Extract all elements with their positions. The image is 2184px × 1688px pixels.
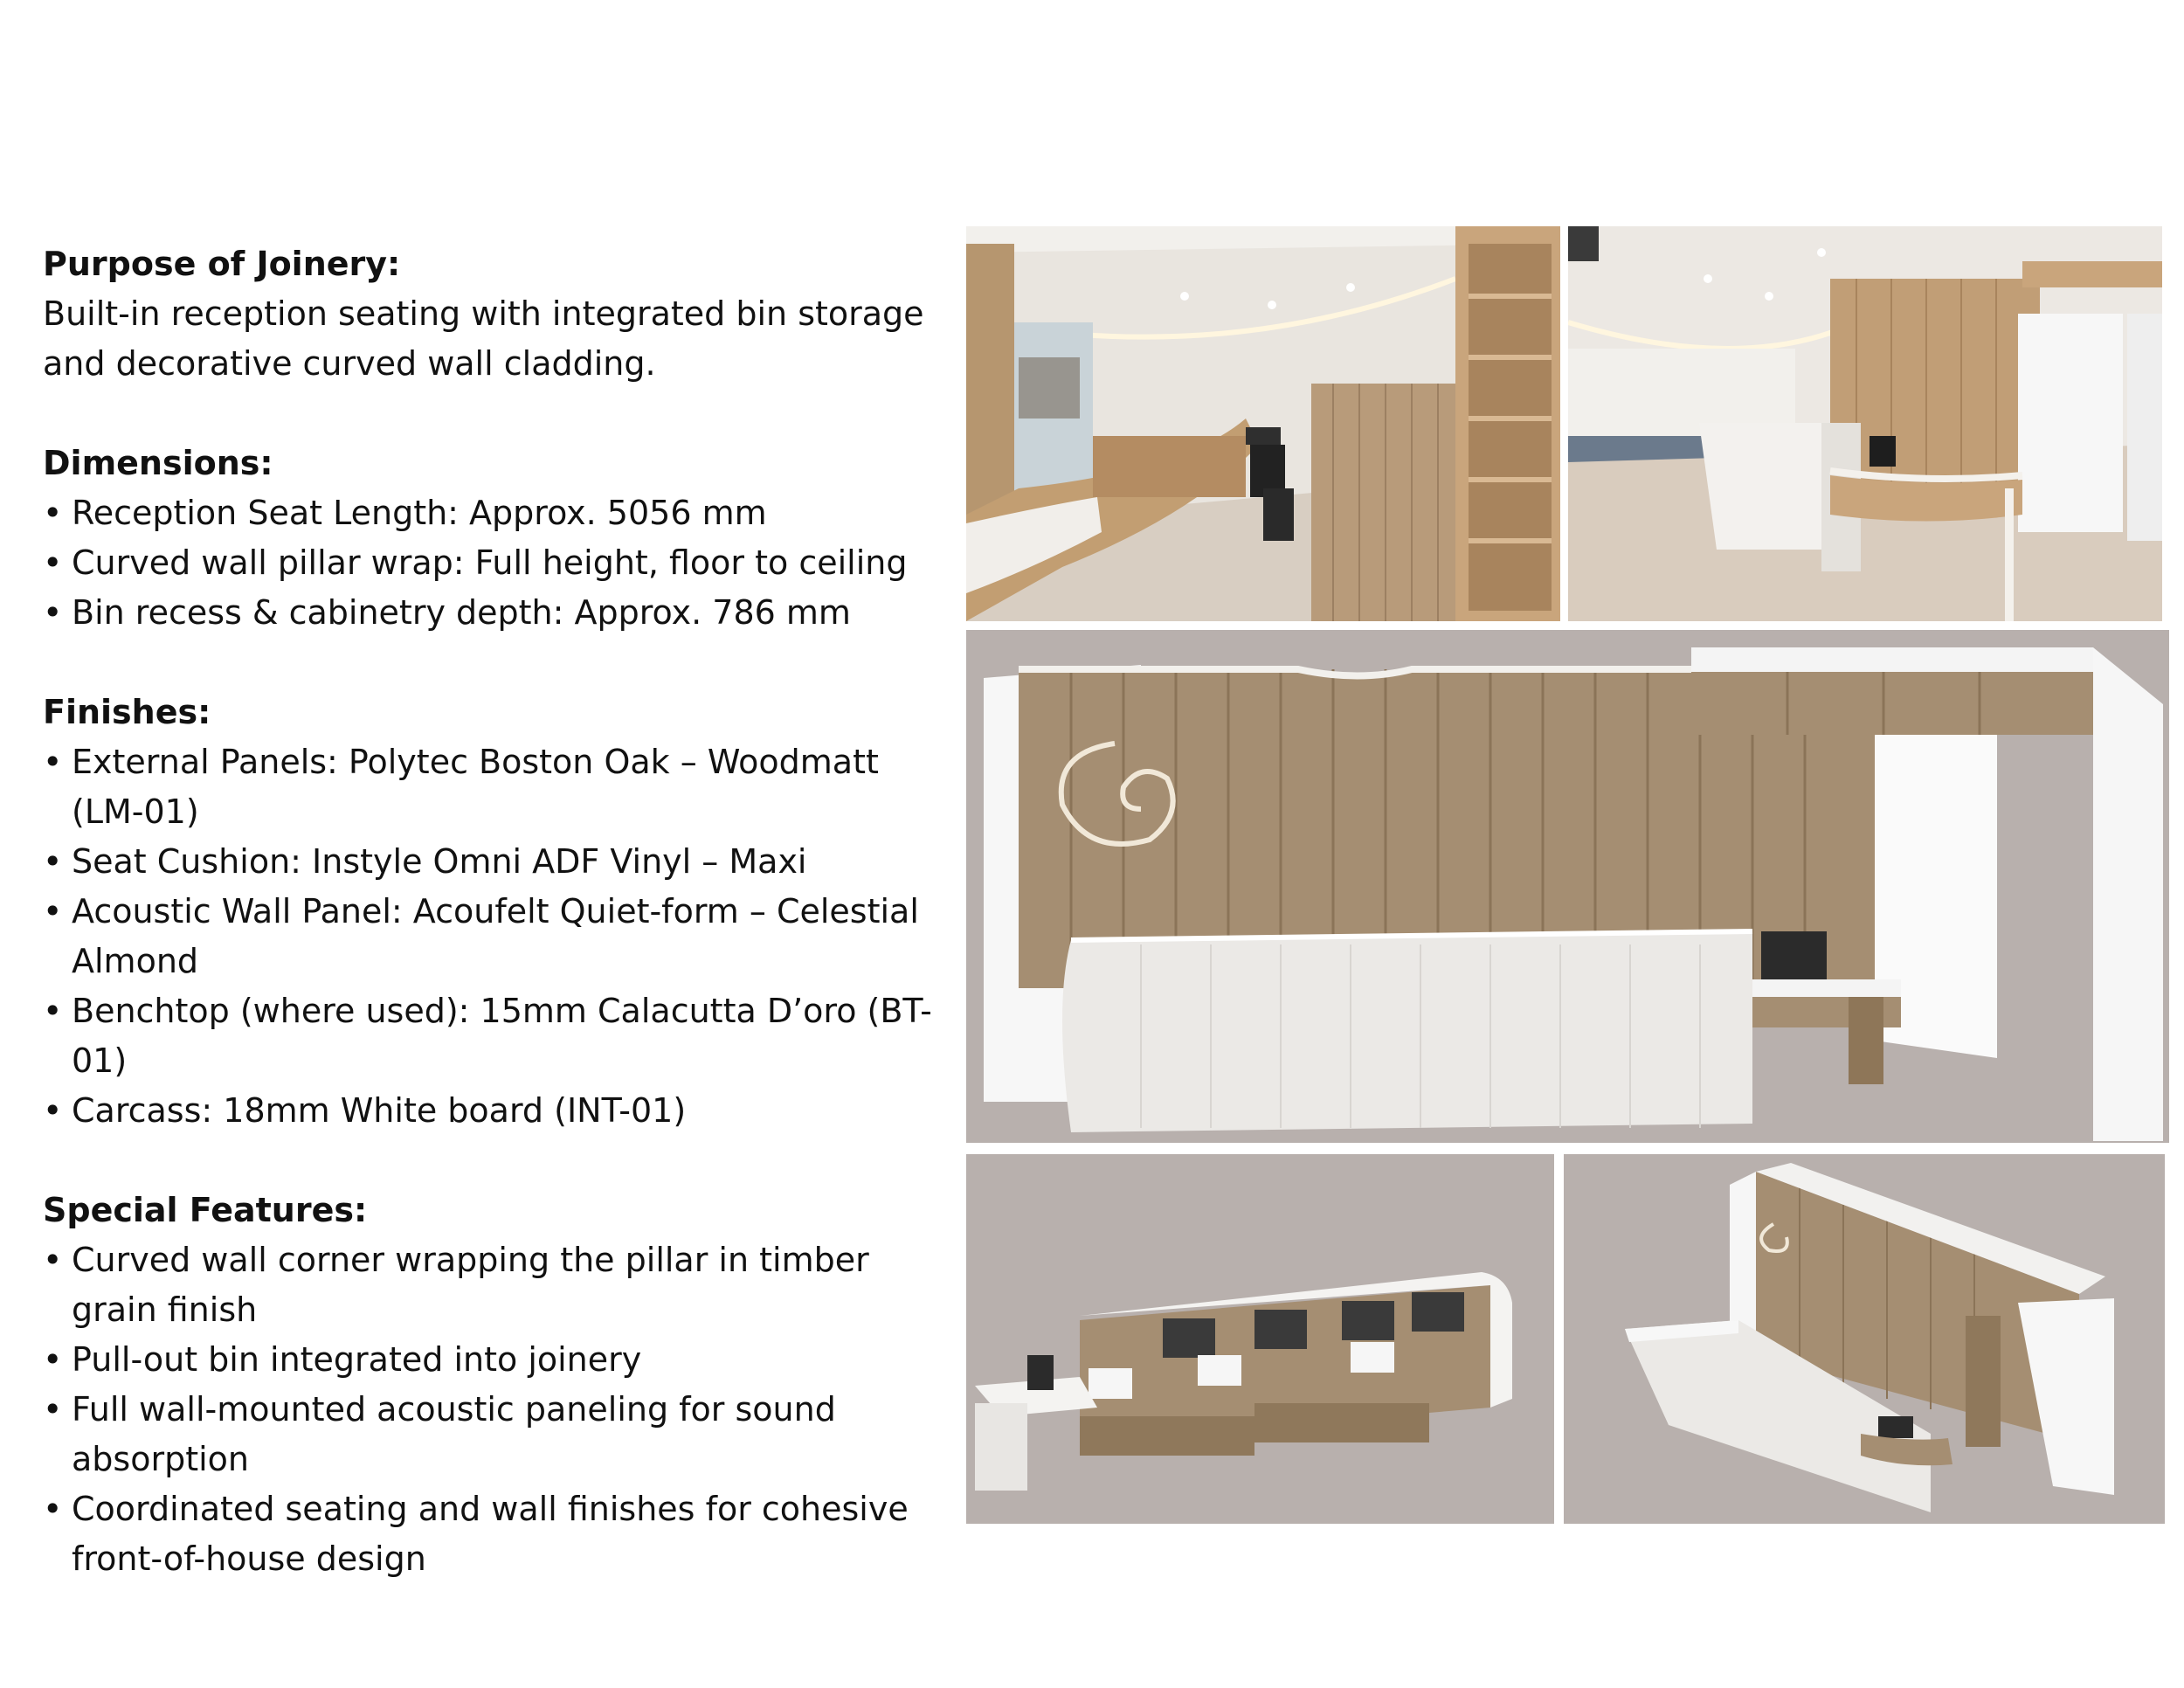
list-item: • Acoustic Wall Panel: Acoufelt Quiet-form – Celestial Almond — [43, 887, 956, 986]
list-item: • Benchtop (where used): 15mm Calacutta D’oro (BT-01) — [43, 986, 956, 1086]
purpose-section — [43, 239, 956, 389]
list-item: • Reception Seat Length: Approx. 5056 mm — [43, 488, 956, 538]
reception-seating-photo — [966, 226, 1560, 621]
list-item: • Coordinated seating and wall finishes for cohesive front-of-house design — [43, 1484, 956, 1584]
special-features-heading: Special Features: — [43, 1191, 368, 1229]
purpose-heading: Purpose of Joinery: — [43, 245, 401, 283]
list-item: • Curved wall pillar wrap: Full height, floor to ceiling — [43, 538, 956, 588]
desk-elevation-render — [966, 630, 2169, 1143]
list-item: • External Panels: Polytec Boston Oak – Woodmatt (LM-01) — [43, 737, 956, 837]
dimensions-list — [43, 488, 956, 638]
special-features-list — [43, 1235, 956, 1584]
finishes-section — [43, 688, 956, 1136]
list-item: • Seat Cushion: Instyle Omni ADF Vinyl – Maxi — [43, 837, 956, 887]
specification-text — [43, 239, 956, 1634]
seating-unit-render — [966, 1154, 1554, 1524]
dimensions-section — [43, 439, 956, 638]
desk-isometric-render — [1564, 1154, 2165, 1524]
list-item: • Pull-out bin integrated into joinery — [43, 1335, 956, 1385]
list-item: • Curved wall corner wrapping the pillar in timber grain finish — [43, 1235, 956, 1335]
list-item: • Full wall-mounted acoustic paneling for sound absorption — [43, 1385, 956, 1484]
list-item: • Carcass: 18mm White board (INT-01) — [43, 1086, 956, 1136]
purpose-text: Built-in reception seating with integrated bin storage and decorative curved wall cladding. — [43, 294, 924, 383]
finishes-list — [43, 737, 956, 1136]
special-features-section — [43, 1186, 956, 1584]
finishes-heading: Finishes: — [43, 693, 211, 731]
reception-desk-photo — [1568, 226, 2162, 621]
dimensions-heading: Dimensions: — [43, 444, 273, 482]
list-item: • Bin recess & cabinetry depth: Approx. 786 mm — [43, 588, 956, 638]
